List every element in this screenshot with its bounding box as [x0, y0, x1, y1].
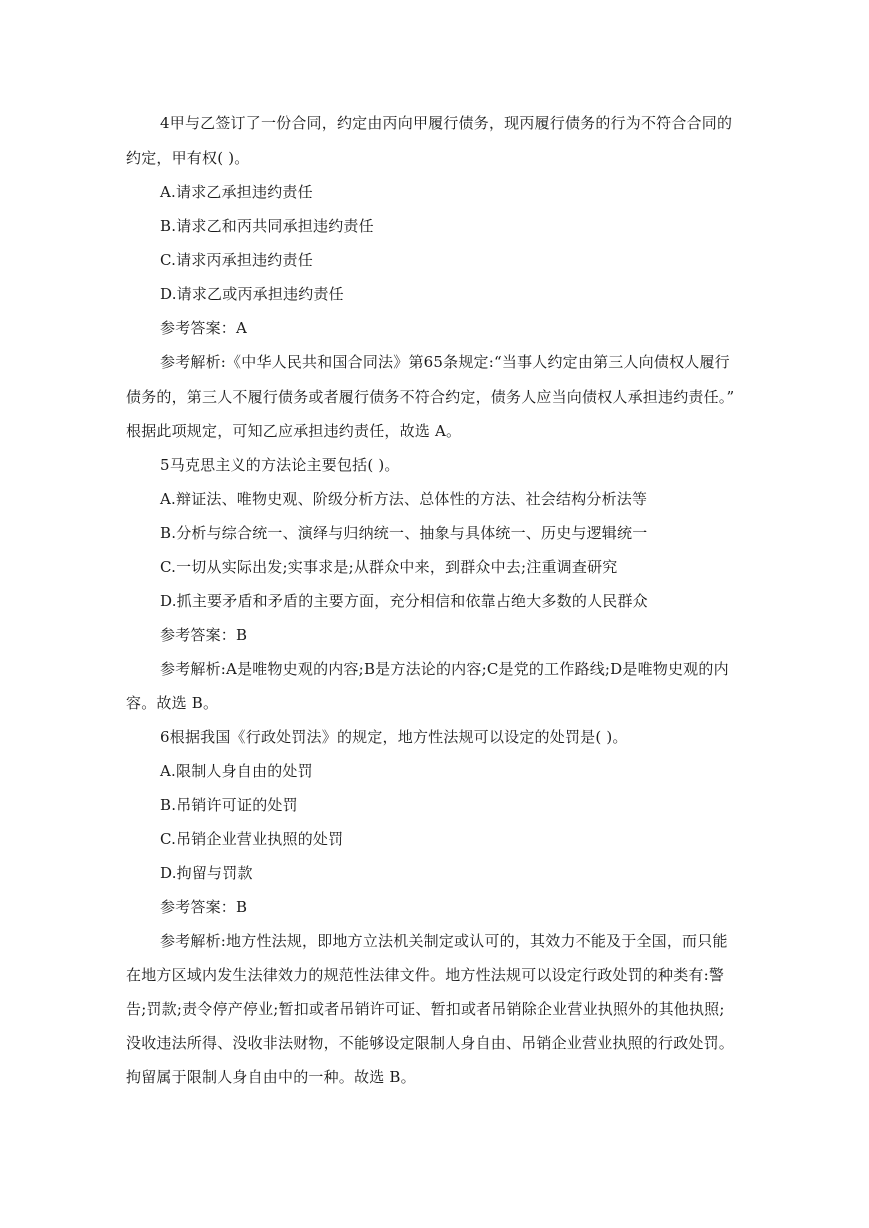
question-5-option-a: A.辩证法、唯物史观、阶级分析方法、总体性的方法、社会结构分析法等 — [160, 490, 648, 508]
question-4-answer: 参考答案：A — [160, 319, 248, 337]
question-6-analysis-line-2: 在地方区域内发生法律效力的规范性法律文件。地方性法规可以设定行政处罚的种类有:警 — [126, 966, 725, 984]
question-6-option-c: C.吊销企业营业执照的处罚 — [160, 830, 344, 848]
question-4-stem-line-1: 4甲与乙签订了一份合同，约定由丙向甲履行债务，现丙履行债务的行为不符合合同的 — [160, 114, 733, 132]
question-6-option-b: B.吊销许可证的处罚 — [160, 796, 298, 814]
question-5-analysis-line-1: 参考解析:A是唯物史观的内容;B是方法论的内容;C是党的工作路线;D是唯物史观的内 — [160, 660, 729, 678]
question-4-analysis-line-1: 参考解析:《中华人民共和国合同法》第65条规定:“当事人约定由第三人向债权人履行 — [160, 353, 730, 371]
question-5-answer: 参考答案：B — [160, 626, 248, 644]
question-4-option-b: B.请求乙和丙共同承担违约责任 — [160, 217, 374, 235]
question-6-analysis-line-4: 没收违法所得、没收非法财物，不能够设定限制人身自由、吊销企业营业执照的行政处罚。 — [126, 1034, 735, 1052]
question-5-option-d: D.抓主要矛盾和矛盾的主要方面，充分相信和依靠占绝大多数的人民群众 — [160, 592, 648, 610]
question-6-analysis-line-5: 拘留属于限制人身自由中的一种。故选 B。 — [126, 1068, 416, 1086]
question-4-stem-line-2: 约定，甲有权( )。 — [126, 149, 250, 167]
question-5-analysis-line-2: 容。故选 B。 — [126, 694, 219, 712]
question-6-option-a: A.限制人身自由的处罚 — [160, 762, 313, 780]
question-6-stem: 6根据我国《行政处罚法》的规定，地方性法规可以设定的处罚是( )。 — [160, 728, 628, 746]
question-4-option-c: C.请求丙承担违约责任 — [160, 251, 313, 269]
question-5-option-b: B.分析与综合统一、演绎与归纳统一、抽象与具体统一、历史与逻辑统一 — [160, 524, 648, 542]
question-5-option-c: C.一切从实际出发;实事求是;从群众中来，到群众中去;注重调查研究 — [160, 558, 618, 576]
question-6-analysis-line-1: 参考解析:地方性法规，即地方立法机关制定或认可的，其效力不能及于全国，而只能 — [160, 932, 728, 950]
question-5-stem: 5马克思主义的方法论主要包括( )。 — [160, 456, 400, 474]
question-6-answer: 参考答案：B — [160, 898, 248, 916]
question-6-option-d: D.拘留与罚款 — [160, 864, 253, 882]
question-6-analysis-line-3: 告;罚款;责令停产停业;暂扣或者吊销许可证、暂扣或者吊销除企业营业执照外的其他执照; — [126, 1000, 725, 1018]
question-4-option-a: A.请求乙承担违约责任 — [160, 183, 313, 201]
question-4-option-d: D.请求乙或丙承担违约责任 — [160, 285, 344, 303]
question-4-analysis-line-3: 根据此项规定，可知乙应承担违约责任，故选 A。 — [126, 422, 462, 440]
question-4-analysis-line-2: 债务的，第三人不履行债务或者履行债务不符合约定，债务人应当向债权人承担违约责任。” — [126, 388, 735, 406]
